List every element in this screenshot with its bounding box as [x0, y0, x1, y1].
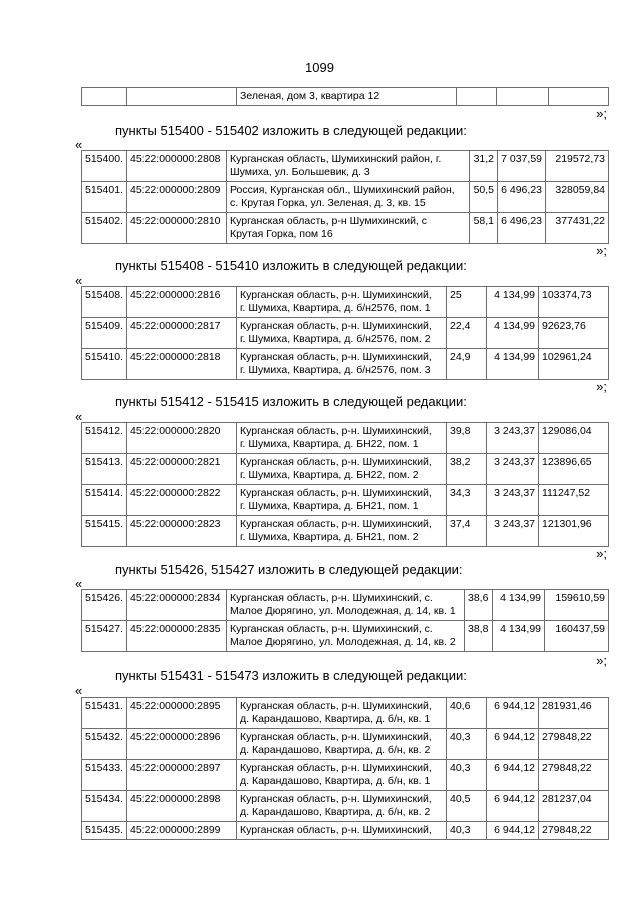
- cell-cad: 45:22:000000:2823: [127, 516, 237, 547]
- cell-address: [237, 822, 447, 840]
- address-line: Курганская область, р-н. Шумихинский,: [240, 456, 432, 468]
- cell-num: 515434.: [82, 791, 127, 822]
- cell-cad: 45:22:000000:2835: [127, 621, 227, 652]
- cell-cad: 45:22:000000:2809: [127, 182, 227, 213]
- cell-address: [237, 318, 447, 349]
- cell-area: 40,3: [447, 760, 487, 791]
- address-line: г. Шумиха, Квартира, д. БН22, пом. 2: [240, 469, 419, 481]
- cell-value: 159610,59: [545, 590, 609, 621]
- address-line: Малое Дюрягино, ул. Молодежная, д. 14, кв. 2: [230, 636, 456, 648]
- table-row: [82, 516, 609, 547]
- cell-value: 281237,04: [539, 791, 609, 822]
- cell-address: [227, 621, 465, 652]
- open-quote: «: [75, 576, 83, 591]
- address-line: г. Шумиха, Квартира, д. БН22, пом. 1: [240, 438, 419, 450]
- cell-num: 515415.: [82, 516, 127, 547]
- cell-address: [237, 349, 447, 380]
- cell-address: [237, 423, 447, 454]
- address-line: д. Карандашово, Квартира, д. б/н, кв. 2: [240, 806, 431, 818]
- cell-cad: 45:22:000000:2822: [127, 485, 237, 516]
- address-line: Курганская область, р-н. Шумихинский,: [240, 320, 432, 332]
- section-heading: пункты 515412 - 515415 изложить в следующей редакции:: [115, 394, 467, 409]
- address-line: Курганская область, р-н. Шумихинский, с.: [230, 592, 433, 604]
- cell-num: 515432.: [82, 729, 127, 760]
- cell-value: 279848,22: [539, 760, 609, 791]
- cell-area: 40,6: [447, 698, 487, 729]
- cell-address: [237, 760, 447, 791]
- cell-address: [237, 791, 447, 822]
- cell-address: [237, 698, 447, 729]
- open-quote: «: [75, 273, 83, 288]
- section-heading: пункты 515400 - 515402 изложить в следующей редакции:: [115, 123, 467, 138]
- cell-address: [227, 590, 465, 621]
- cell-num: 515426.: [82, 590, 127, 621]
- cell-value: 129086,04: [539, 423, 609, 454]
- cell-price: 3 243,37: [487, 454, 539, 485]
- address-line: Курганская область, р-н. Шумихинский, с.: [230, 623, 433, 635]
- section-table: [81, 150, 609, 244]
- cell-num: 515433.: [82, 760, 127, 791]
- table-row: [82, 318, 609, 349]
- table-row: [82, 729, 609, 760]
- address-line: Курганская область, р-н. Шумихинский,: [240, 762, 432, 774]
- cell-address: Зеленая, дом 3, квартира 12: [237, 88, 457, 106]
- cell-num: 515400.: [82, 151, 127, 182]
- address-line: Курганская область, р-н. Шумихинский,: [240, 351, 432, 363]
- cell-price: 6 944,12: [487, 822, 539, 840]
- cell-price: 6 944,12: [487, 791, 539, 822]
- address-line: д. Карандашово, Квартира, д. б/н, кв. 1: [240, 775, 431, 787]
- cell-value: [549, 88, 609, 106]
- section-heading: пункты 515426, 515427 изложить в следующей редакции:: [115, 562, 463, 577]
- cell-price: 6 944,12: [487, 729, 539, 760]
- address-line: Курганская область, р-н. Шумихинский,: [240, 289, 432, 301]
- section-table: [81, 589, 609, 652]
- cell-cad: 45:22:000000:2834: [127, 590, 227, 621]
- table-row: [82, 822, 609, 840]
- cell-value: 328059,84: [546, 182, 609, 213]
- cell-address: [227, 151, 470, 182]
- cell-price: 6 496,23: [498, 213, 546, 244]
- cell-cad: 45:22:000000:2820: [127, 423, 237, 454]
- table-row: [82, 213, 609, 244]
- cell-cad: 45:22:000000:2817: [127, 318, 237, 349]
- end-mark: »;: [596, 379, 607, 394]
- cell-value: 121301,96: [539, 516, 609, 547]
- cell-area: 40,3: [447, 822, 487, 840]
- end-mark: »;: [596, 243, 607, 258]
- top-table: [81, 87, 609, 106]
- cell-cad: 45:22:000000:2808: [127, 151, 227, 182]
- cell-value: 279848,22: [539, 729, 609, 760]
- cell-area: 24,9: [447, 349, 487, 380]
- cell-num: 515412.: [82, 423, 127, 454]
- table-row: [82, 151, 609, 182]
- cell-address: [237, 485, 447, 516]
- cell-address: [227, 182, 470, 213]
- address-line: г. Шумиха, Квартира, д. БН21, пом. 2: [240, 531, 419, 543]
- address-line: Курганская область, р-н. Шумихинский,: [240, 425, 432, 437]
- cell-cad: 45:22:000000:2821: [127, 454, 237, 485]
- cell-value: 281931,46: [539, 698, 609, 729]
- cell-price: 4 134,99: [487, 287, 539, 318]
- table-row: [82, 791, 609, 822]
- end-mark: »;: [596, 653, 607, 668]
- address-line: Курганская область, р-н. Шумихинский,: [240, 824, 432, 836]
- section-heading: пункты 515408 - 515410 изложить в следующей редакции:: [115, 258, 467, 273]
- cell-cad: 45:22:000000:2899: [127, 822, 237, 840]
- cell-num: 515410.: [82, 349, 127, 380]
- cell-area: 22,4: [447, 318, 487, 349]
- cell-value: 92623,76: [539, 318, 609, 349]
- table-row: [82, 590, 609, 621]
- cell-address: [227, 213, 470, 244]
- cell-area: 50,5: [470, 182, 498, 213]
- address-line: с. Крутая Горка, ул. Зеленая, д. 3, кв. 15: [230, 197, 426, 209]
- section-table: [81, 697, 609, 840]
- address-line: Россия, Курганская обл., Шумихинский район,: [230, 184, 455, 196]
- table-row: [82, 423, 609, 454]
- address-line: д. Карандашово, Квартира, д. б/н, кв. 1: [240, 713, 431, 725]
- cell-num: 515435.: [82, 822, 127, 840]
- cell-price: 4 134,99: [493, 590, 545, 621]
- cell-num: 515413.: [82, 454, 127, 485]
- section-table: [81, 422, 609, 547]
- end-mark: »;: [596, 546, 607, 561]
- address-line: Курганская область, р-н. Шумихинский,: [240, 793, 432, 805]
- address-line: Курганская область, р-н. Шумихинский,: [240, 731, 432, 743]
- cell-value: 279848,22: [539, 822, 609, 840]
- cell-price: 3 243,37: [487, 485, 539, 516]
- cell-area: 39,8: [447, 423, 487, 454]
- address-line: г. Шумиха, Квартира, д. БН21, пом. 1: [240, 500, 419, 512]
- table-row: [82, 349, 609, 380]
- cell-cad: 45:22:000000:2810: [127, 213, 227, 244]
- cell-value: 377431,22: [546, 213, 609, 244]
- end-mark: »;: [596, 106, 607, 121]
- cell-price: 3 243,37: [487, 423, 539, 454]
- cell-num: 515402.: [82, 213, 127, 244]
- cell-num: 515408.: [82, 287, 127, 318]
- cell-address: [237, 287, 447, 318]
- cell-value: 123896,65: [539, 454, 609, 485]
- cell-value: 103374,73: [539, 287, 609, 318]
- cell-price: [497, 88, 549, 106]
- cell-cad: 45:22:000000:2816: [127, 287, 237, 318]
- cell-area: 40,3: [447, 729, 487, 760]
- cell-cad: 45:22:000000:2896: [127, 729, 237, 760]
- cell-value: 102961,24: [539, 349, 609, 380]
- cell-address: [237, 454, 447, 485]
- cell-area: 38,8: [465, 621, 493, 652]
- cell-num: 515401.: [82, 182, 127, 213]
- cell-price: 6 944,12: [487, 760, 539, 791]
- cell-num: [82, 88, 127, 106]
- open-quote: «: [75, 409, 83, 424]
- address-line: г. Шумиха, Квартира, д. б/н2576, пом. 1: [240, 302, 431, 314]
- address-line: Шумиха, ул. Большевик, д. 3: [230, 166, 370, 178]
- cell-cad: 45:22:000000:2897: [127, 760, 237, 791]
- cell-price: 7 037,59: [498, 151, 546, 182]
- cell-price: 3 243,37: [487, 516, 539, 547]
- open-quote: «: [75, 137, 83, 152]
- address-line: Курганская область, р-н. Шумихинский,: [240, 700, 432, 712]
- cell-cad: [127, 88, 237, 106]
- table-row: [82, 485, 609, 516]
- cell-area: 40,5: [447, 791, 487, 822]
- table-row: [82, 621, 609, 652]
- section-heading: пункты 515431 - 515473 изложить в следующей редакции:: [115, 668, 467, 683]
- cell-area: 31,2: [470, 151, 498, 182]
- address-line: Курганская область, р-н Шумихинский, с: [230, 215, 428, 227]
- cell-num: 515431.: [82, 698, 127, 729]
- address-line: д. Карандашово, Квартира, д. б/н, кв. 2: [240, 744, 431, 756]
- cell-num: 515414.: [82, 485, 127, 516]
- section-table: [81, 286, 609, 380]
- cell-area: [457, 88, 497, 106]
- cell-price: 4 134,99: [487, 318, 539, 349]
- cell-area: 25: [447, 287, 487, 318]
- address-line: г. Шумиха, Квартира, д. б/н2576, пом. 3: [240, 364, 431, 376]
- table-row: [82, 760, 609, 791]
- address-line: г. Шумиха, Квартира, д. б/н2576, пом. 2: [240, 333, 431, 345]
- cell-address: [237, 516, 447, 547]
- open-quote: «: [75, 683, 83, 698]
- cell-address: [237, 729, 447, 760]
- address-line: Курганская область, Шумихинский район, г.: [230, 153, 442, 165]
- cell-num: 515427.: [82, 621, 127, 652]
- table-row: [82, 182, 609, 213]
- cell-cad: 45:22:000000:2898: [127, 791, 237, 822]
- cell-num: 515409.: [82, 318, 127, 349]
- cell-area: 38,2: [447, 454, 487, 485]
- table-row: [82, 698, 609, 729]
- cell-price: 6 944,12: [487, 698, 539, 729]
- cell-price: 4 134,99: [487, 349, 539, 380]
- cell-value: 111247,52: [539, 485, 609, 516]
- table-row: [82, 88, 609, 106]
- cell-area: 58,1: [470, 213, 498, 244]
- cell-area: 38,6: [465, 590, 493, 621]
- cell-price: 6 496,23: [498, 182, 546, 213]
- cell-area: 37,4: [447, 516, 487, 547]
- table-row: [82, 454, 609, 485]
- cell-price: 4 134,99: [493, 621, 545, 652]
- table-row: [82, 287, 609, 318]
- address-line: Курганская область, р-н. Шумихинский,: [240, 518, 432, 530]
- cell-area: 34,3: [447, 485, 487, 516]
- cell-cad: 45:22:000000:2895: [127, 698, 237, 729]
- cell-cad: 45:22:000000:2818: [127, 349, 237, 380]
- address-line: Малое Дюрягино, ул. Молодежная, д. 14, кв. 1: [230, 605, 456, 617]
- cell-value: 160437,59: [545, 621, 609, 652]
- address-line: Крутая Горка, пом 16: [230, 228, 333, 240]
- address-line: Курганская область, р-н. Шумихинский,: [240, 487, 432, 499]
- page-number: 1099: [305, 60, 334, 75]
- cell-value: 219572,73: [546, 151, 609, 182]
